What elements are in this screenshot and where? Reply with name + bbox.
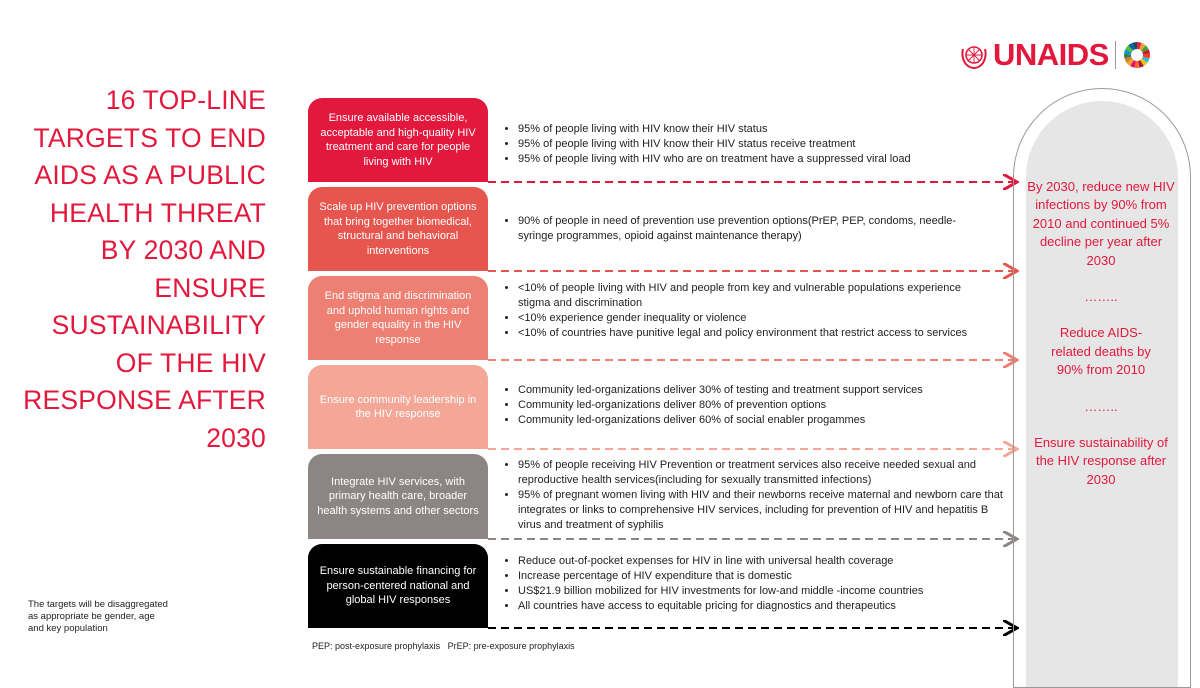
list-item: • 95% of people living with HIV know their HIV status receive treatment <box>518 137 1010 152</box>
list-item: • Community led-organizations deliver 60% of social enabler progammes <box>518 413 1010 428</box>
list-item: • Community led-organizations deliver 30% of testing and treatment support services <box>518 383 1010 398</box>
category-community: Ensure community leadership in the HIV response <box>308 365 488 449</box>
footnote: The targets will be disaggregated as appropriate be gender, age and key population <box>28 599 168 634</box>
list-item: • <10% of people living with HIV and people from key and vulnerable populations experience stigma and discrimination <box>518 281 970 311</box>
list-item: • 95% of people living with HIV who are on treatment have a suppressed viral load <box>518 152 1010 167</box>
unaids-wordmark: UNAIDS <box>993 37 1109 72</box>
goal-aids-deaths: Reduce AIDS-related deaths by 90% from 2010 <box>1051 325 1151 378</box>
list-item: • 95% of people receiving HIV Prevention or treatment services also receive needed sexual and reproductive health services(including for sexually transmitted infections) <box>518 458 1010 488</box>
target-list-prevention <box>500 214 970 244</box>
list-item: • 95% of pregnant women living with HIV and their newborns receive maternal and newborn care that integrates or links to comprehensive HIV services, including for prevention of HIV and hepatitis B virus and treatment of syphilis <box>518 488 1010 533</box>
category-treatment: Ensure available accessible, acceptable and high-quality HIV treatment and care for people living with HIV <box>308 98 488 182</box>
category-financing: Ensure sustainable financing for person-centered national and global HIV responses <box>308 544 488 628</box>
list-item: • Increase percentage of HIV expenditure that is domestic <box>518 569 1010 584</box>
page-title: 16 TOP-LINE TARGETS TO END AIDS AS A PUBLIC HEALTH THREAT BY 2030 AND ENSURE SUSTAINABILITY OF THE HIV RESPONSE AFTER 2030 <box>23 85 266 453</box>
goal-separator: …….. <box>1084 289 1118 305</box>
list-item: • 95% of people living with HIV know their HIV status <box>518 122 1010 137</box>
goal-new-infections: By 2030, reduce new HIV infections by 90% from 2010 and continued 5% decline per year after 2030 <box>1027 179 1175 268</box>
target-list-integration <box>500 458 1010 533</box>
list-item: • Community led-organizations deliver 80% of prevention options <box>518 398 1010 413</box>
list-item: • 90% of people in need of prevention use prevention options(PrEP, PEP, condoms, needle-syringe programmes, opioid against maintenance therapy) <box>518 214 970 244</box>
target-list-community <box>500 383 1010 428</box>
target-list-financing <box>500 554 1010 614</box>
goal-separator: …….. <box>1084 398 1118 414</box>
goals-text <box>1026 178 1176 489</box>
list-item: • <10% experience gender inequality or violence <box>518 311 970 326</box>
list-item: • US$21.9 billion mobilized for HIV investments for low-and middle -income countries <box>518 584 1010 599</box>
goal-sustainability: Ensure sustainability of the HIV response after 2030 <box>1034 435 1168 487</box>
list-item: • <10% of countries have punitive legal and policy environment that restrict access to services <box>518 326 970 341</box>
abbreviations-note: PEP: post-exposure prophylaxis PrEP: pre-exposure prophylaxis <box>312 641 575 651</box>
category-stigma: End stigma and discrimination and uphold human rights and gender equality in the HIV response <box>308 276 488 360</box>
category-integration: Integrate HIV services, with primary health care, broader health systems and other sectors <box>308 454 488 539</box>
target-list-stigma <box>500 281 970 341</box>
list-item: • All countries have access to equitable pricing for diagnostics and therapeutics <box>518 599 1010 614</box>
target-list-treatment <box>500 122 1010 167</box>
list-item: • Reduce out-of-pocket expenses for HIV in line with universal health coverage <box>518 554 1010 569</box>
category-prevention: Scale up HIV prevention options that bring together biomedical, structural and behavioral interventions <box>308 187 488 271</box>
